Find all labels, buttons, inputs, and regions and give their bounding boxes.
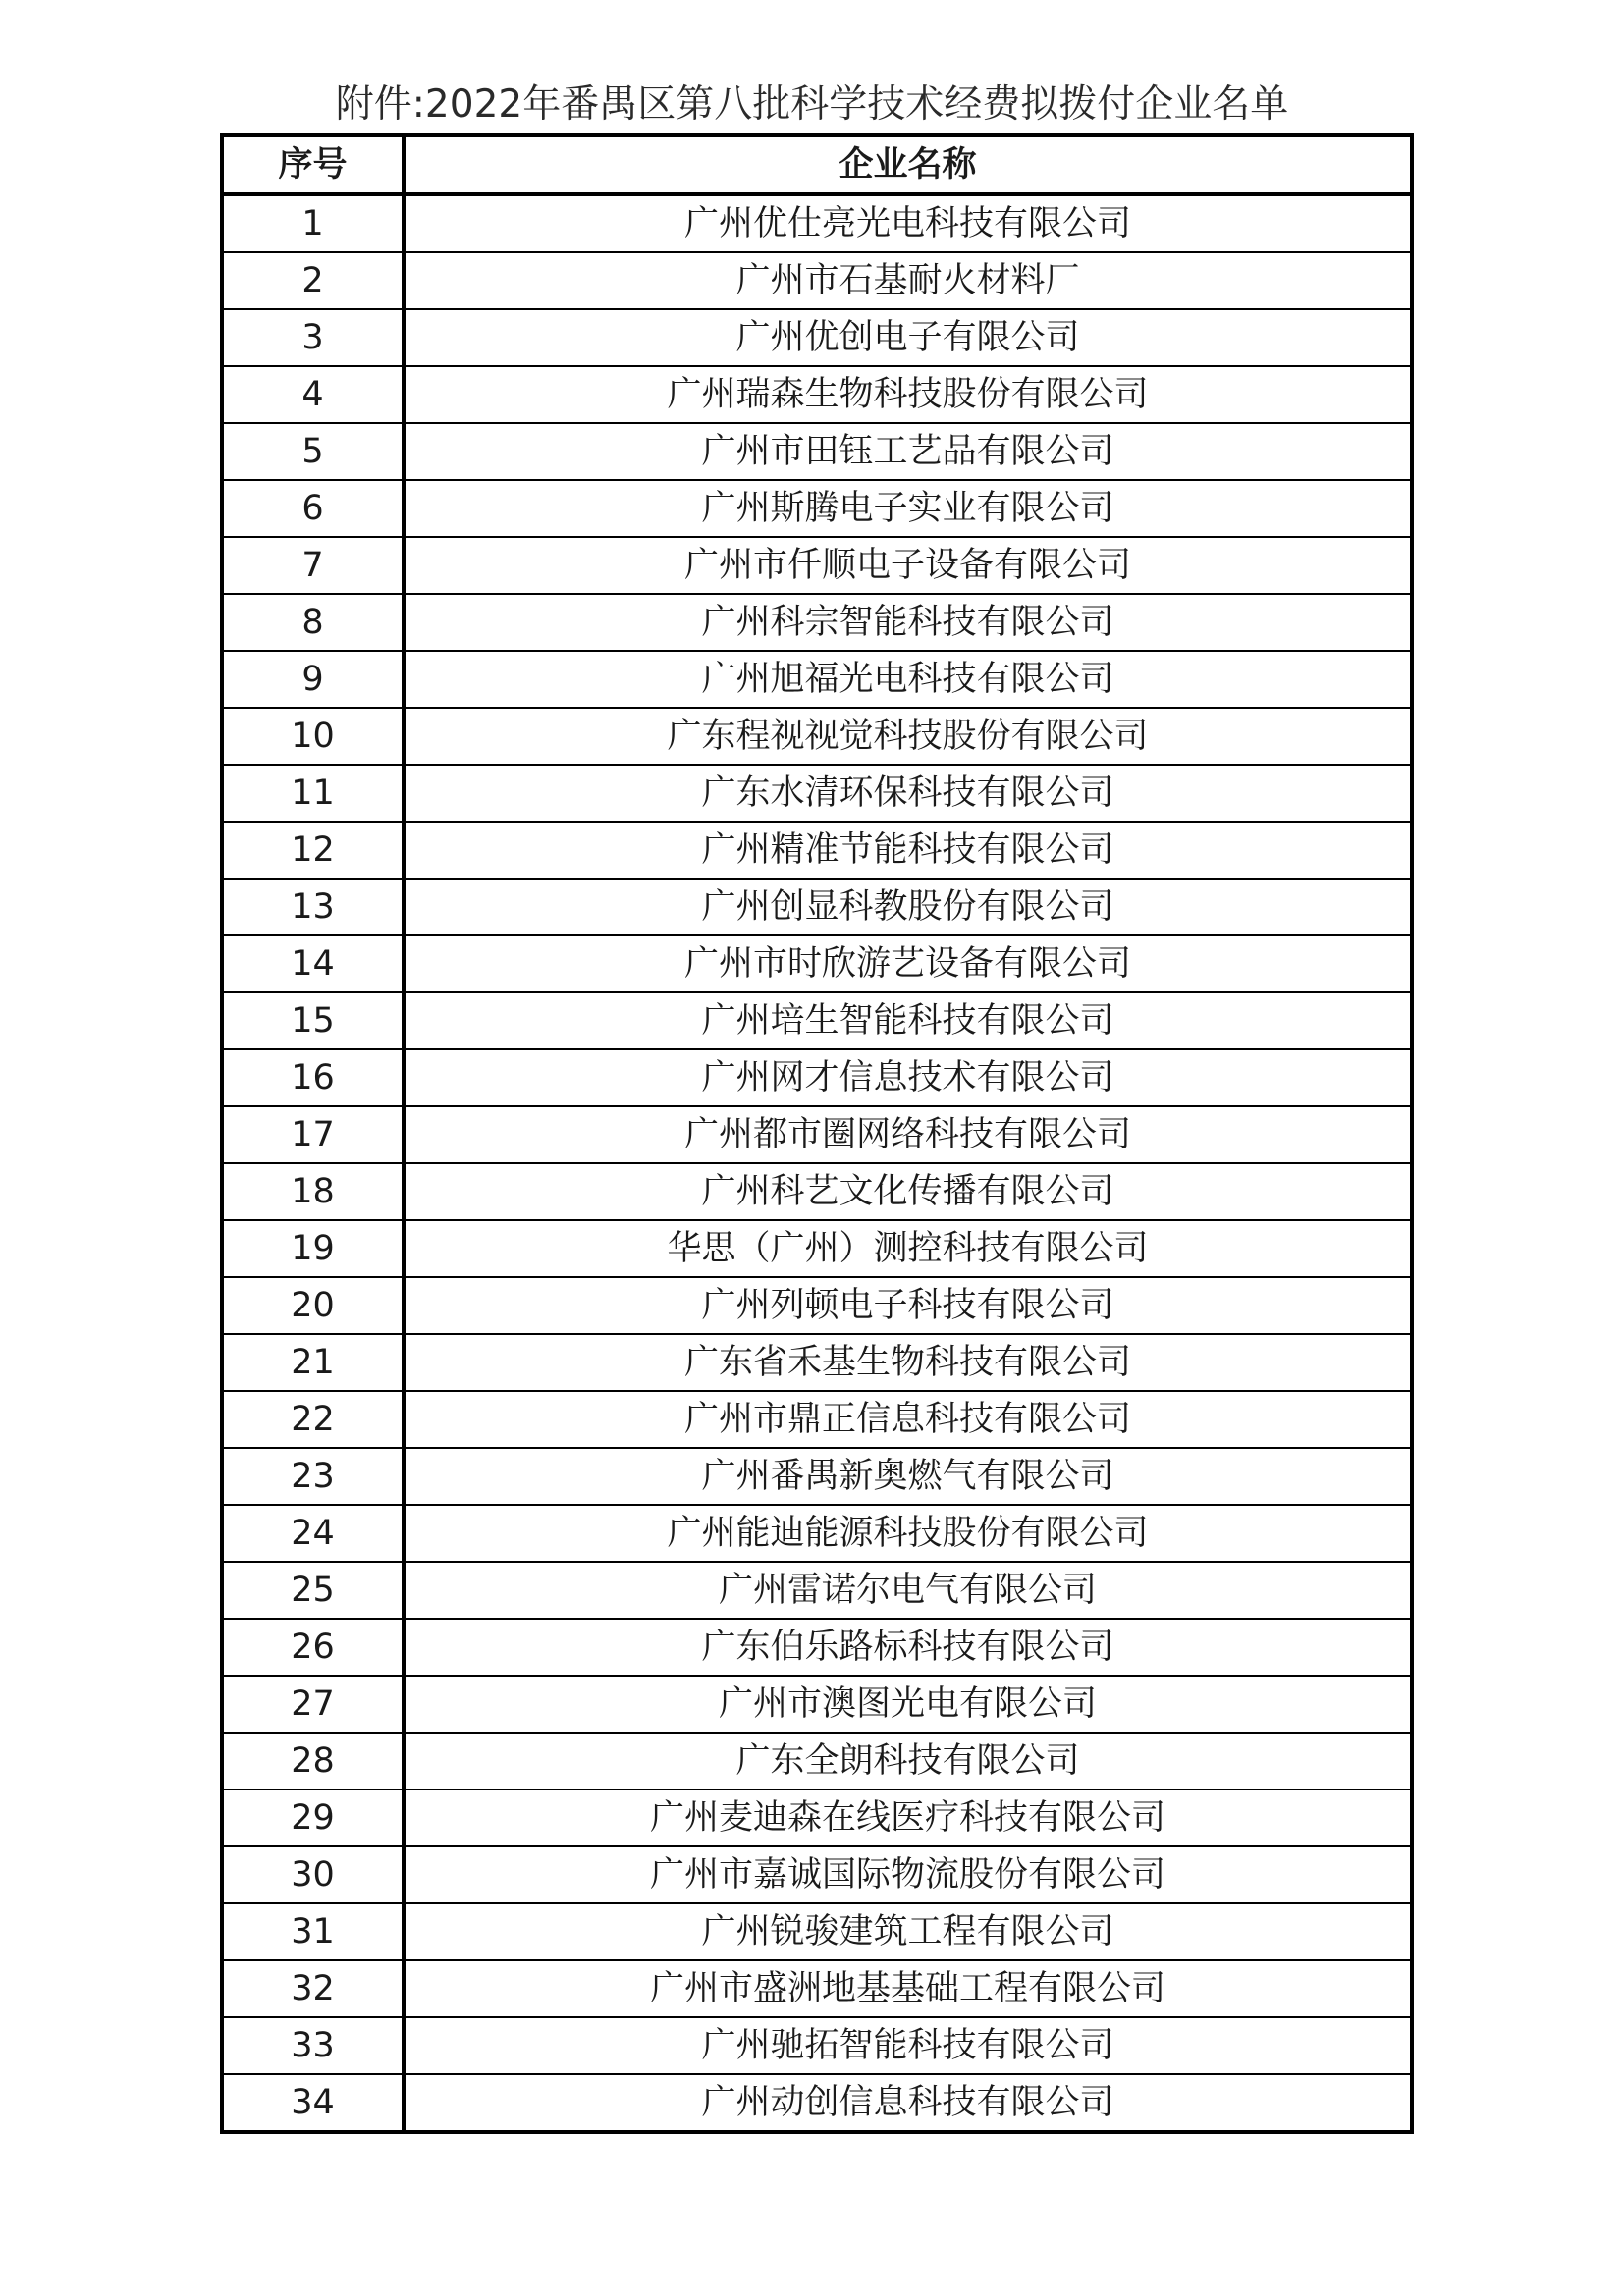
table-row [222,765,1412,822]
enterprise-name-cell: 广州市盛洲地基基础工程有限公司 [404,1960,1412,2017]
serial-number-cell: 22 [222,1391,404,1448]
table-row [222,1448,1412,1505]
table-header-row [222,135,1412,194]
table-row [222,366,1412,423]
table-row [222,1391,1412,1448]
enterprise-name-cell: 广州列顿电子科技有限公司 [404,1277,1412,1334]
table-row [222,1846,1412,1903]
table-row [222,992,1412,1049]
table-row [222,879,1412,935]
enterprise-name-cell: 广州网才信息技术有限公司 [404,1049,1412,1106]
table-row [222,1562,1412,1619]
table-row [222,1220,1412,1277]
serial-number-cell: 29 [222,1789,404,1846]
serial-number-cell: 21 [222,1334,404,1391]
table-row [222,1163,1412,1220]
serial-number-cell: 16 [222,1049,404,1106]
enterprise-name-cell: 广州动创信息科技有限公司 [404,2074,1412,2132]
table-row [222,537,1412,594]
serial-number-cell: 10 [222,708,404,765]
enterprise-name-cell: 广州市时欣游艺设备有限公司 [404,935,1412,992]
serial-number-cell: 3 [222,309,404,366]
enterprise-name-cell: 广州锐骏建筑工程有限公司 [404,1903,1412,1960]
table-row [222,1277,1412,1334]
table-row [222,1106,1412,1163]
table-row [222,1505,1412,1562]
enterprise-name-cell: 广州斯腾电子实业有限公司 [404,480,1412,537]
table-row [222,2074,1412,2132]
enterprise-name-cell: 广州都市圈网络科技有限公司 [404,1106,1412,1163]
serial-number-cell: 7 [222,537,404,594]
table-row [222,1334,1412,1391]
serial-number-cell: 23 [222,1448,404,1505]
enterprise-name-cell: 广州番禺新奥燃气有限公司 [404,1448,1412,1505]
serial-number-cell: 2 [222,252,404,309]
serial-number-cell: 1 [222,194,404,252]
table-row [222,1733,1412,1789]
enterprise-name-cell: 广州优仕亮光电科技有限公司 [404,194,1412,252]
serial-number-cell: 33 [222,2017,404,2074]
enterprise-name-cell: 广州优创电子有限公司 [404,309,1412,366]
enterprise-name-cell: 广州培生智能科技有限公司 [404,992,1412,1049]
serial-number-cell: 15 [222,992,404,1049]
table-row [222,480,1412,537]
enterprise-name-cell: 广州雷诺尔电气有限公司 [404,1562,1412,1619]
header-enterprise-name: 企业名称 [404,135,1412,194]
serial-number-cell: 24 [222,1505,404,1562]
enterprise-name-cell: 广州市仟顺电子设备有限公司 [404,537,1412,594]
table-row [222,423,1412,480]
serial-number-cell: 31 [222,1903,404,1960]
table-row [222,708,1412,765]
serial-number-cell: 19 [222,1220,404,1277]
table-row [222,1789,1412,1846]
serial-number-cell: 28 [222,1733,404,1789]
enterprise-name-cell: 广东水清环保科技有限公司 [404,765,1412,822]
enterprise-name-cell: 广东全朗科技有限公司 [404,1733,1412,1789]
enterprise-name-cell: 广州麦迪森在线医疗科技有限公司 [404,1789,1412,1846]
header-serial-number: 序号 [222,135,404,194]
enterprise-name-cell: 广州市嘉诚国际物流股份有限公司 [404,1846,1412,1903]
table-row [222,822,1412,879]
table-row [222,1676,1412,1733]
table-row [222,1619,1412,1676]
enterprise-name-cell: 广州市石基耐火材料厂 [404,252,1412,309]
serial-number-cell: 14 [222,935,404,992]
serial-number-cell: 11 [222,765,404,822]
enterprise-name-cell: 广州精准节能科技有限公司 [404,822,1412,879]
enterprise-name-cell: 广州驰拓智能科技有限公司 [404,2017,1412,2074]
enterprise-name-cell: 广州科艺文化传播有限公司 [404,1163,1412,1220]
enterprise-name-cell: 广州市澳图光电有限公司 [404,1676,1412,1733]
enterprise-table [220,133,1414,2134]
serial-number-cell: 4 [222,366,404,423]
table-row [222,1049,1412,1106]
enterprise-name-cell: 广州旭福光电科技有限公司 [404,651,1412,708]
serial-number-cell: 6 [222,480,404,537]
enterprise-name-cell: 广州创显科教股份有限公司 [404,879,1412,935]
serial-number-cell: 25 [222,1562,404,1619]
enterprise-name-cell: 广州能迪能源科技股份有限公司 [404,1505,1412,1562]
table-row [222,309,1412,366]
table-row [222,935,1412,992]
document-title: 附件:2022年番禺区第八批科学技术经费拟拨付企业名单 [335,82,1289,127]
serial-number-cell: 13 [222,879,404,935]
table-row [222,651,1412,708]
serial-number-cell: 9 [222,651,404,708]
enterprise-name-cell: 广州科宗智能科技有限公司 [404,594,1412,651]
enterprise-name-cell: 广州市鼎正信息科技有限公司 [404,1391,1412,1448]
serial-number-cell: 5 [222,423,404,480]
serial-number-cell: 17 [222,1106,404,1163]
serial-number-cell: 34 [222,2074,404,2132]
serial-number-cell: 27 [222,1676,404,1733]
table-row [222,252,1412,309]
enterprise-name-cell: 华思（广州）测控科技有限公司 [404,1220,1412,1277]
serial-number-cell: 30 [222,1846,404,1903]
serial-number-cell: 32 [222,1960,404,2017]
serial-number-cell: 12 [222,822,404,879]
enterprise-name-cell: 广东程视视觉科技股份有限公司 [404,708,1412,765]
serial-number-cell: 26 [222,1619,404,1676]
table-row [222,1903,1412,1960]
enterprise-name-cell: 广州市田钰工艺品有限公司 [404,423,1412,480]
table-body [222,194,1412,2132]
enterprise-name-cell: 广东省禾基生物科技有限公司 [404,1334,1412,1391]
enterprise-name-cell: 广东伯乐路标科技有限公司 [404,1619,1412,1676]
serial-number-cell: 18 [222,1163,404,1220]
table-row [222,2017,1412,2074]
table-row [222,1960,1412,2017]
serial-number-cell: 20 [222,1277,404,1334]
enterprise-name-cell: 广州瑞森生物科技股份有限公司 [404,366,1412,423]
serial-number-cell: 8 [222,594,404,651]
table-row [222,194,1412,252]
table-row [222,594,1412,651]
